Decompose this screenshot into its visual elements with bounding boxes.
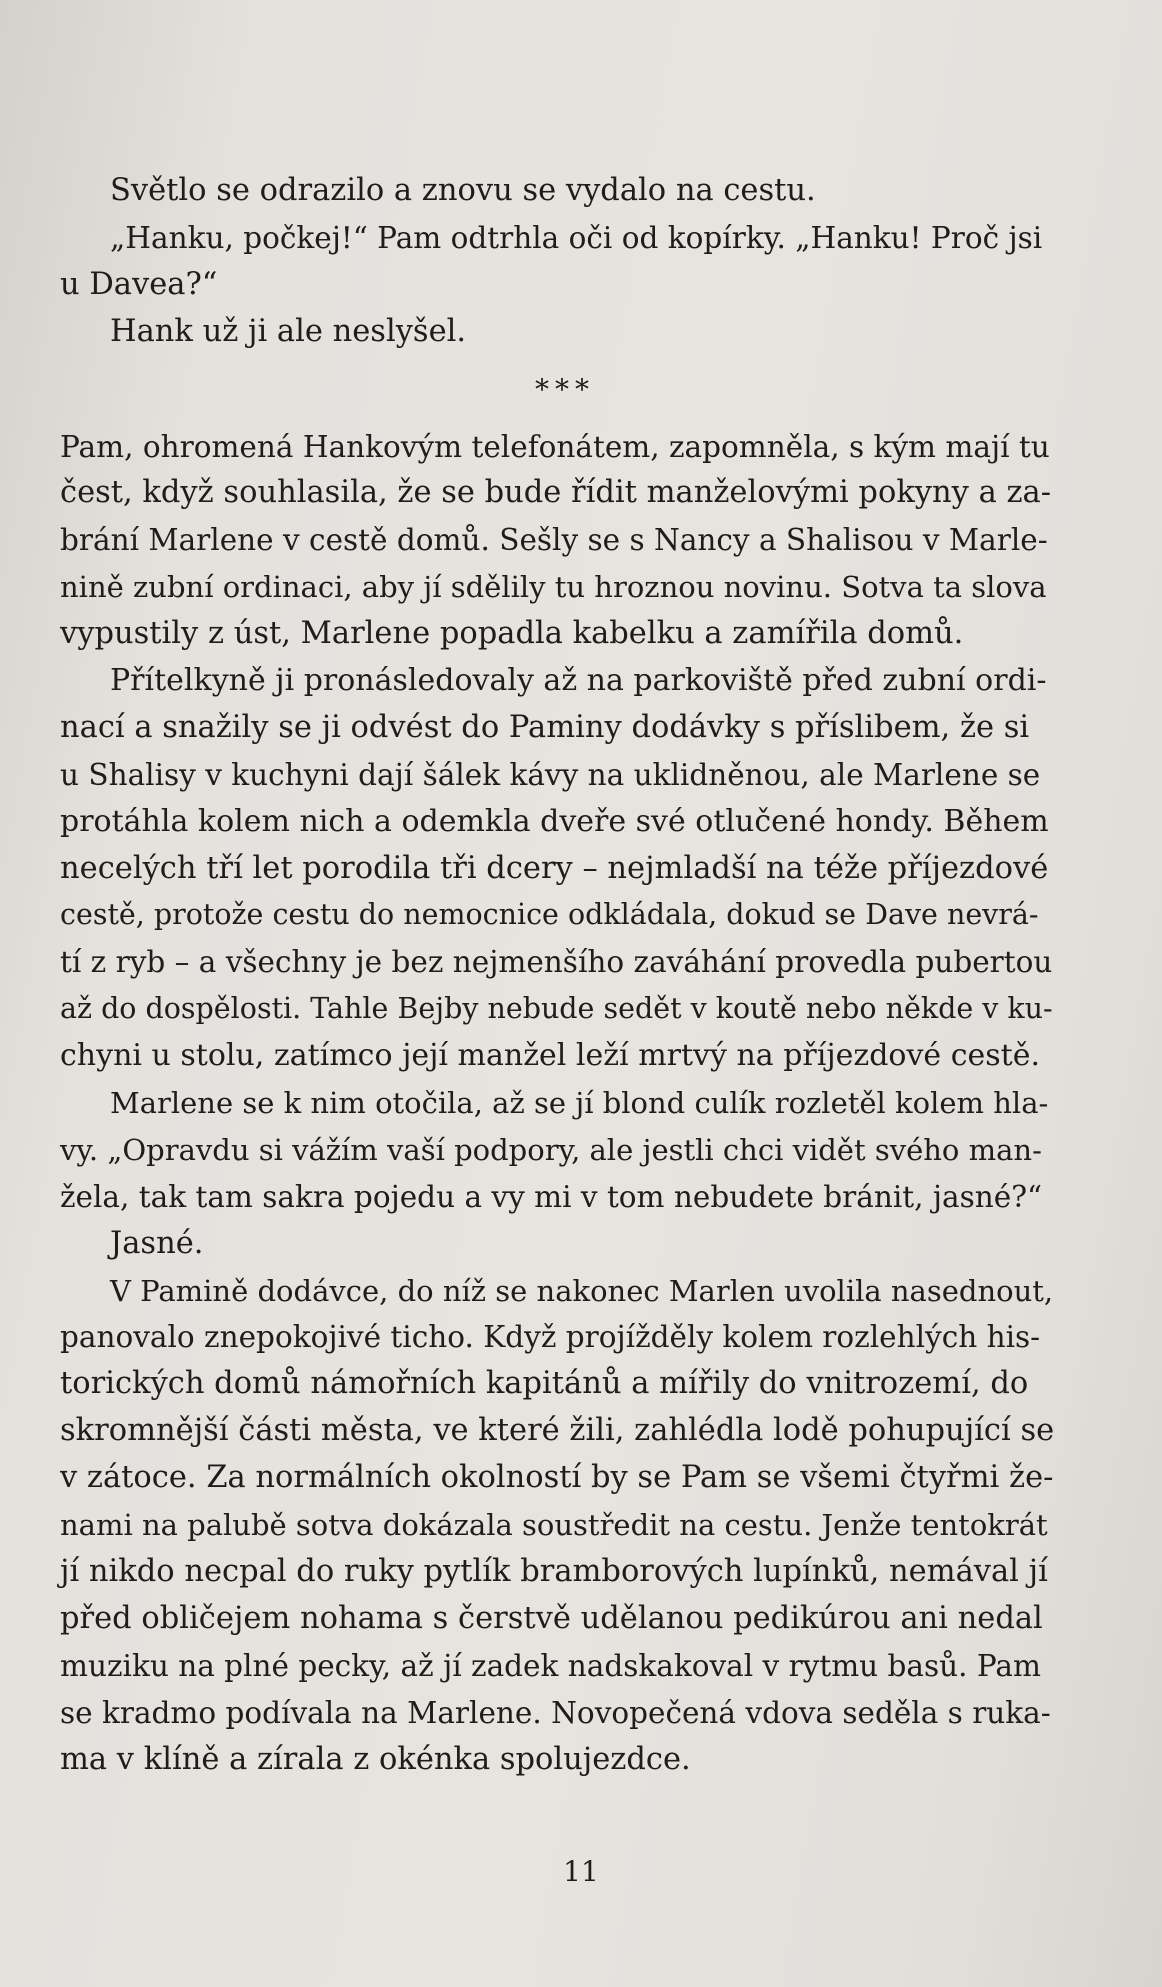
page-number: 11	[563, 1855, 599, 1888]
text-line: ma v klíně a zírala z okénka spolujezdce.	[60, 1741, 691, 1777]
text-line: panovalo znepokojivé ticho. Když projížděly kolem rozlehlých his-	[60, 1320, 1041, 1355]
text-line: u Shalisy v kuchyni dají šálek kávy na uklidněnou, ale Marlene se	[60, 757, 1041, 792]
text-line: až do dospělosti. Tahle Bejby nebude sedět v koutě nebo někde v ku-	[60, 992, 1053, 1026]
text-line: Jasné.	[110, 1225, 204, 1261]
text-line: nací a snažily se ji odvést do Paminy dodávky s příslibem, že si	[60, 709, 1030, 745]
text-line: Pam, ohromená Hankovým telefonátem, zapomněla, s kým mají tu	[60, 429, 1050, 464]
section-two	[60, 424, 1054, 1784]
text-line: u Davea?“	[60, 266, 218, 302]
text-line: Přítelkyně ji pronásledovaly až na parkoviště před zubní ordi-	[110, 663, 1047, 699]
text-line: čest, když souhlasila, že se bude řídit manželovými pokyny a za-	[60, 475, 1052, 511]
text-line: V Pamině dodávce, do níž se nakonec Marlen uvolila nasednout,	[110, 1273, 1054, 1308]
text-line: tí z ryb – a všechny je bez nejmenšího zaváhání provedla pubertou	[60, 945, 1053, 980]
text-line: Hank už ji ale neslyšel.	[110, 313, 467, 349]
text-line: jí nikdo necpal do ruky pytlík bramborových lupínků, nemával jí	[60, 1553, 1048, 1589]
text-line: chyni u stolu, zatímco její manžel leží mrtvý na příjezdové cestě.	[60, 1038, 1041, 1074]
text-line: muziku na plné pecky, až jí zadek nadskakoval v rytmu basů. Pam	[60, 1648, 1041, 1683]
text-line: se kradmo podívala na Marlene. Novopečená vdova seděla s ruka-	[60, 1695, 1051, 1730]
text-line: nami na palubě sotva dokázala soustředit na cestu. Jenže tentokrát	[60, 1508, 1048, 1543]
text-line: nině zubní ordinaci, aby jí sdělily tu hroznou novinu. Sotva ta slova	[60, 570, 1047, 605]
text-line: protáhla kolem nich a odemkla dveře své otlučené hondy. Během	[60, 803, 1049, 839]
text-line: vy. „Opravdu si vážím vaší podpory, ale jestli chci vidět svého man-	[60, 1132, 1042, 1167]
page-text	[60, 168, 1054, 1783]
text-line: Světlo se odrazilo a znovu se vydalo na cestu.	[110, 173, 816, 208]
text-line: v zátoce. Za normálních okolností by se Pam se všemi čtyřmi že-	[60, 1460, 1054, 1496]
text-line: vypustily z úst, Marlene popadla kabelku a zamířila domů.	[60, 616, 964, 652]
text-line: žela, tak tam sakra pojedu a vy mi v tom nebudete bránit, jasné?“	[60, 1179, 1043, 1214]
text-line: torických domů námořních kapitánů a mířily do vnitrozemí, do	[60, 1366, 1029, 1402]
text-line: necelých tří let porodila tři dcery – nejmladší na téže příjezdové	[60, 850, 1049, 886]
section-one	[60, 168, 1054, 356]
text-line: „Hanku, počkej!“ Pam odtrhla oči od kopírky. „Hanku! Proč jsi	[110, 220, 1043, 255]
text-line: skromnější části města, ve které žili, zahlédla lodě pohupující se	[60, 1413, 1055, 1449]
section-separator: ***	[535, 372, 595, 406]
text-line: před obličejem nohama s čerstvě udělanou pedikúrou ani nedal	[60, 1600, 1043, 1636]
text-line: brání Marlene v cestě domů. Sešly se s Nancy a Shalisou v Marle-	[60, 523, 1048, 558]
text-line: Marlene se k nim otočila, až se jí blond culík rozletěl kolem hla-	[110, 1086, 1049, 1121]
text-line: cestě, protože cestu do nemocnice odkládala, dokud se Dave nevrá-	[60, 898, 1039, 932]
